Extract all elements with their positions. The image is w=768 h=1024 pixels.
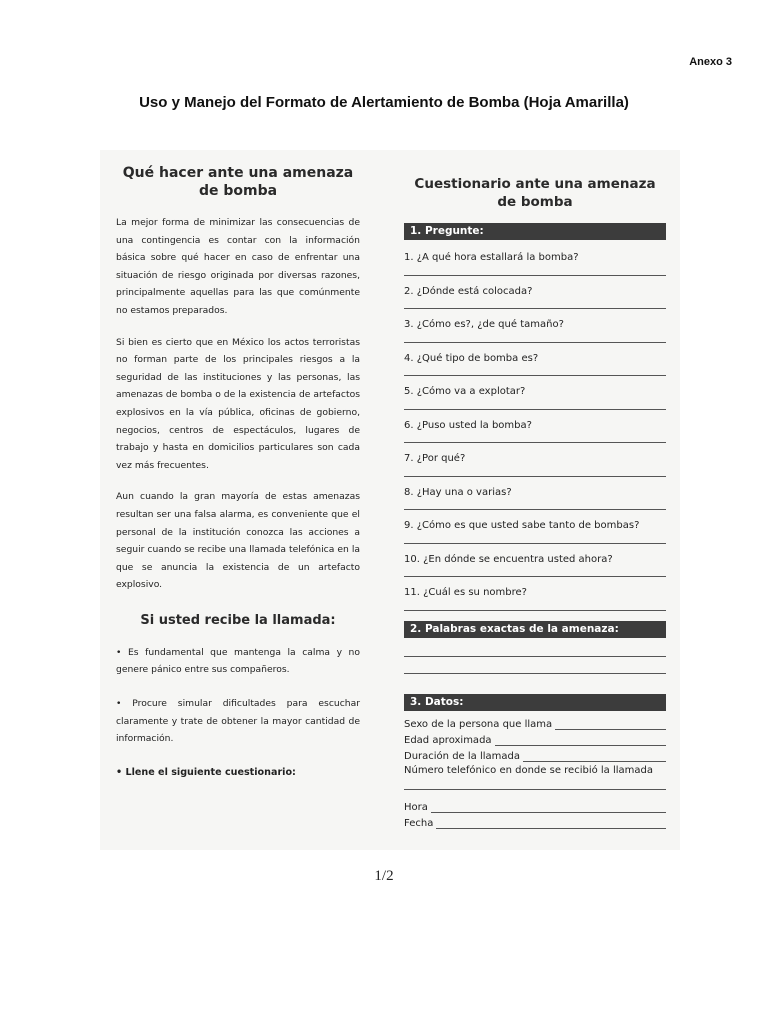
left-column [116, 164, 360, 797]
question-item [404, 416, 666, 450]
question-item [404, 382, 666, 416]
question-text: 5. ¿Cómo va a explotar? [404, 386, 526, 397]
call-heading: Si usted recibe la llamada: [140, 612, 336, 628]
questionnaire [404, 175, 666, 832]
question-item [404, 550, 666, 584]
caller-age-field[interactable] [404, 733, 666, 749]
date-label: Fecha [404, 817, 434, 829]
phone-number-line[interactable] [404, 779, 666, 790]
question-text: 9. ¿Cómo es que usted sabe tanto de bombas? [404, 520, 640, 531]
caller-sex-field[interactable] [404, 717, 666, 733]
answer-line[interactable] [404, 476, 666, 477]
question-text: 7. ¿Por qué? [404, 453, 466, 464]
bullet-fill: • Llene el siguiente cuestionario: [116, 766, 296, 778]
question-item [404, 516, 666, 550]
question-text: 2. ¿Dónde está colocada? [404, 285, 533, 297]
caller-sex-label: Sexo de la persona que llama [404, 718, 553, 730]
page-title: Uso y Manejo del Formato de Alertamiento de Bomba (Hoja Amarilla) [139, 94, 629, 111]
question-item [404, 315, 666, 349]
hour-label: Hora [404, 801, 428, 813]
questionnaire-heading: Cuestionario ante una amenaza de bomba [414, 176, 656, 210]
question-text: 4. ¿Qué tipo de bomba es? [404, 352, 539, 364]
question-item [404, 449, 666, 483]
answer-line[interactable] [404, 509, 666, 510]
section-ask-bar: 1. Pregunte: [404, 223, 666, 240]
bullet-calm: • Es fundamental que mantenga la calma y no genere pánico entre sus compañeros. [116, 646, 360, 676]
phone-number-field[interactable] [404, 765, 666, 779]
question-text: 1. ¿A qué hora estallará la bomba? [404, 252, 579, 263]
threat-words-line[interactable] [404, 659, 666, 674]
answer-line[interactable] [404, 308, 666, 309]
paragraph-2: Si bien es cierto que en México los actos terroristas no forman parte de los principales riesgos a la seguridad de las instituciones y las personas, las amenazas de bomba o de la existencia de artefactos explosivos en la vía pública, oficinas de gobierno, negocios, centros de espectáculos, lugares de trabajo y hasta en domicilios particulares son cada vez más frecuentes. [116, 336, 360, 471]
answer-line[interactable] [404, 610, 666, 611]
question-item [404, 583, 666, 617]
answer-line[interactable] [404, 543, 666, 544]
threat-words-line[interactable] [404, 642, 666, 657]
section-data-bar: 3. Datos: [404, 694, 666, 711]
left-heading: Qué hacer ante una amenaza de bomba [122, 165, 354, 199]
answer-line[interactable] [404, 442, 666, 443]
answer-line[interactable] [404, 409, 666, 410]
question-item [404, 349, 666, 383]
paragraph-3: Aun cuando la gran mayoría de estas amenazas resultan ser una falsa alarma, es conveniente que el personal de la institución conozca las acciones a seguir cuando se recibe una llamada telefónica en la que se anuncia la existencia de un artefacto explosivo. [116, 491, 360, 591]
question-item [404, 248, 666, 282]
question-text: 11. ¿Cuál es su nombre? [404, 587, 527, 598]
section-words-bar: 2. Palabras exactas de la amenaza: [404, 621, 666, 638]
phone-number-label: Número telefónico en donde se recibió la llamada [404, 764, 654, 776]
answer-line[interactable] [404, 342, 666, 343]
question-text: 10. ¿En dónde se encuentra usted ahora? [404, 553, 613, 565]
bullet-simulate: • Procure simular dificultades para escuchar claramente y trate de obtener la mayor cantidad de información. [116, 698, 360, 745]
annex-label: Anexo 3 [689, 56, 732, 68]
paragraph-1: La mejor forma de minimizar las consecuencias de una contingencia es contar con la información básica sobre qué hacer en caso de enfrentar una situación de riesgo originada por diversas razones, principalmente aquellas para las que comúnmente no estamos preparados. [116, 217, 360, 316]
answer-line[interactable] [404, 375, 666, 376]
date-field[interactable] [404, 816, 666, 832]
scanned-page [100, 150, 680, 850]
question-text: 6. ¿Puso usted la bomba? [404, 419, 532, 431]
question-item [404, 282, 666, 316]
page-number: 1/2 [374, 868, 394, 884]
call-duration-label: Duración de la llamada [404, 750, 520, 762]
question-item [404, 483, 666, 517]
caller-age-label: Edad aproximada [404, 734, 492, 746]
question-list [404, 248, 666, 617]
answer-line[interactable] [404, 275, 666, 276]
answer-line[interactable] [404, 576, 666, 577]
question-text: 3. ¿Cómo es?, ¿de qué tamaño? [404, 319, 564, 330]
hour-field[interactable] [404, 800, 666, 816]
question-text: 8. ¿Hay una o varias? [404, 486, 512, 498]
